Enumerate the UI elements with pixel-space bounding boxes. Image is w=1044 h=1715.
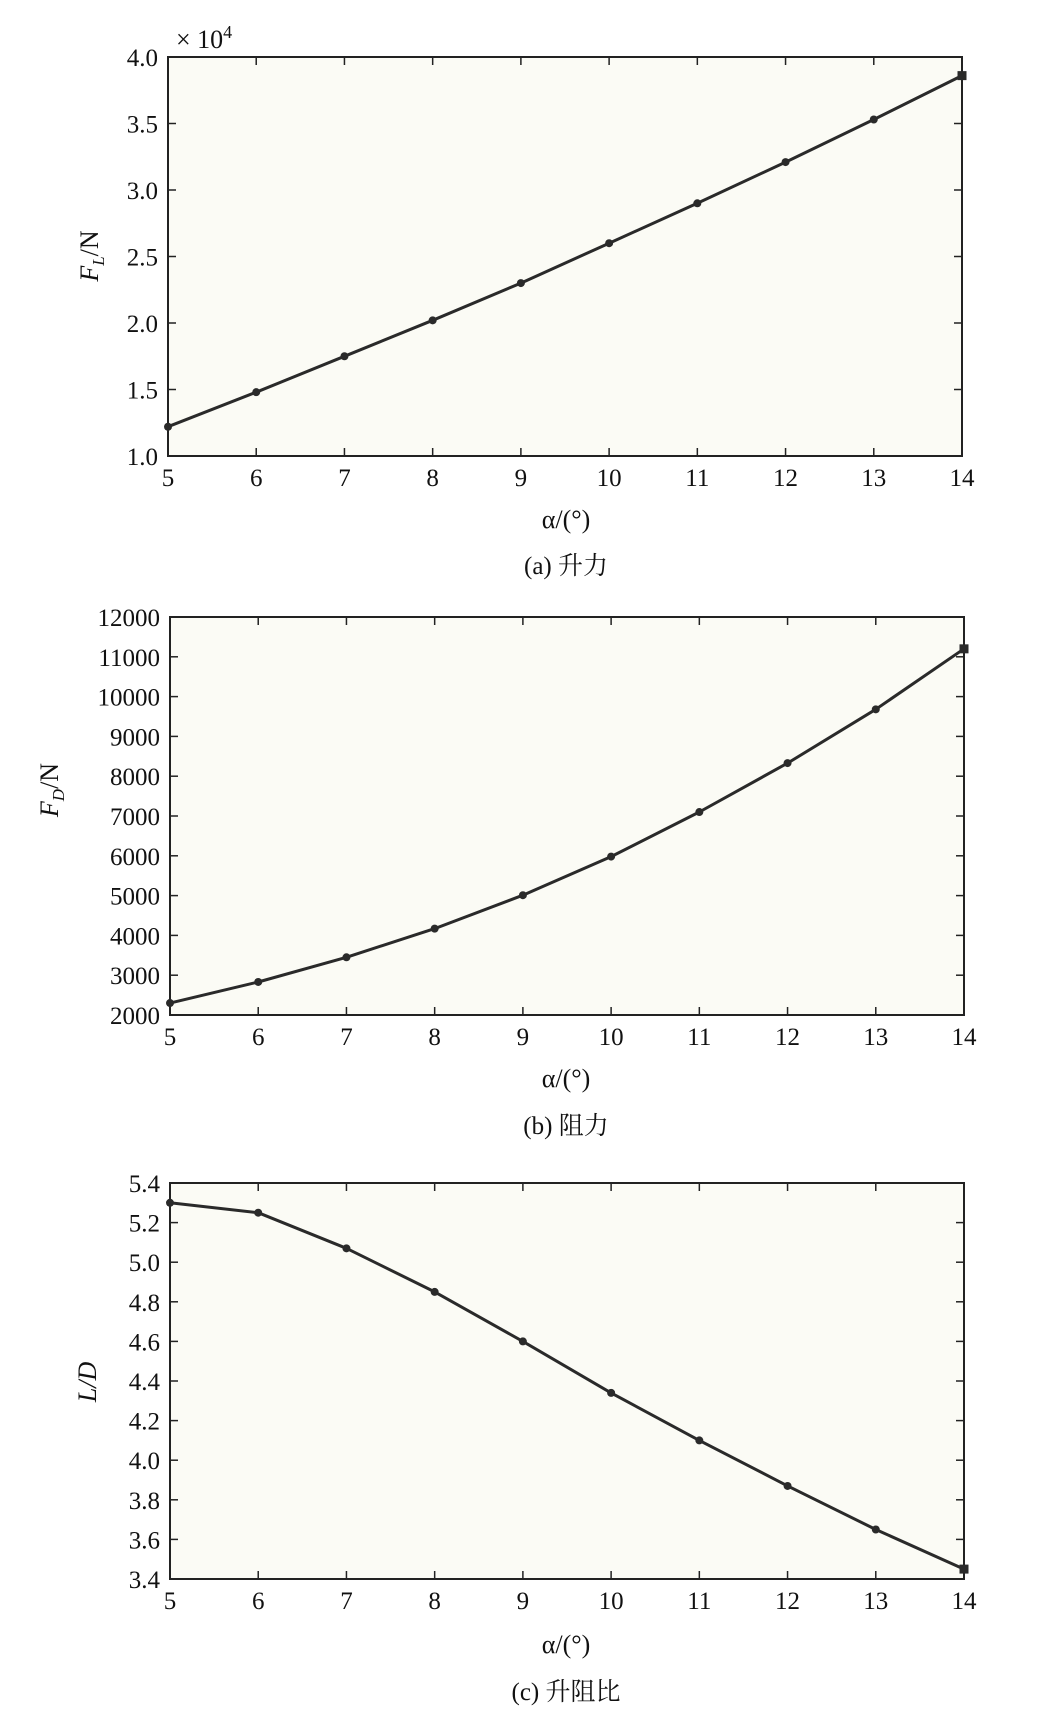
data-point-c bbox=[872, 1526, 880, 1534]
x-tick-labels-b bbox=[164, 1024, 977, 1051]
y-tick-label-a: 4.0 bbox=[126, 45, 158, 72]
x-tick-label-c: 9 bbox=[516, 1588, 530, 1615]
x-axis-label-a: α/(°) bbox=[541, 505, 591, 534]
x-tick-label-a: 6 bbox=[249, 465, 263, 492]
x-tick-label-c: 13 bbox=[863, 1588, 889, 1615]
data-point-c bbox=[695, 1436, 703, 1444]
x-axis-label-b: α/(°) bbox=[541, 1064, 591, 1093]
x-tick-label-a: 5 bbox=[161, 465, 175, 492]
data-point-c bbox=[960, 1565, 969, 1574]
x-tick-label-c: 11 bbox=[687, 1588, 712, 1615]
data-point-b bbox=[607, 853, 615, 861]
x-tick-label-c: 8 bbox=[428, 1588, 441, 1615]
x-tick-label-c: 5 bbox=[163, 1588, 177, 1615]
y-tick-label-a: 1.5 bbox=[126, 377, 158, 405]
x-tick-label-c: 6 bbox=[251, 1588, 265, 1615]
y-tick-label-b: 12000 bbox=[97, 605, 160, 632]
caption-b: (b) 阻力 bbox=[523, 1113, 609, 1140]
x-tick-label-a: 10 bbox=[596, 465, 622, 492]
y-tick-label-c: 3.6 bbox=[128, 1527, 160, 1555]
data-point-c bbox=[431, 1288, 439, 1296]
y-axis-label-a: $F_L/N$ bbox=[75, 230, 108, 282]
y-tick-label-b: 10000 bbox=[97, 684, 160, 712]
panel-b bbox=[35, 605, 977, 1140]
data-point-a bbox=[164, 423, 172, 431]
y-tick-label-b: 5000 bbox=[110, 883, 160, 911]
panel-c bbox=[73, 1171, 977, 1706]
data-point-b bbox=[960, 644, 969, 653]
x-tick-label-b: 8 bbox=[428, 1024, 441, 1051]
x-tick-label-c: 14 bbox=[951, 1588, 977, 1615]
y-tick-labels-c bbox=[129, 1171, 161, 1594]
y-tick-label-a: 2.5 bbox=[126, 244, 158, 272]
y-tick-label-c: 3.8 bbox=[128, 1487, 160, 1515]
x-tick-label-b: 6 bbox=[251, 1024, 265, 1051]
data-point-c bbox=[166, 1199, 174, 1207]
data-point-c bbox=[254, 1209, 262, 1217]
x-tick-label-b: 10 bbox=[598, 1024, 624, 1051]
y-tick-label-c: 4.2 bbox=[128, 1408, 160, 1436]
plot-area-a bbox=[168, 57, 962, 456]
x-tick-label-a: 9 bbox=[514, 465, 528, 492]
x-tick-label-b: 7 bbox=[340, 1024, 353, 1051]
y-tick-label-b: 2000 bbox=[110, 1003, 160, 1030]
x-tick-label-b: 9 bbox=[516, 1024, 530, 1051]
data-point-b bbox=[784, 759, 792, 767]
x-tick-label-b: 11 bbox=[687, 1024, 712, 1051]
y-tick-label-c: 4.6 bbox=[128, 1329, 160, 1357]
y-tick-label-b: 7000 bbox=[110, 804, 160, 831]
data-point-a bbox=[958, 71, 967, 80]
y-tick-label-a: 1.0 bbox=[126, 444, 158, 471]
x-tick-label-b: 12 bbox=[775, 1024, 801, 1051]
x-tick-label-a: 8 bbox=[426, 465, 439, 492]
data-point-b bbox=[695, 808, 703, 816]
panel-a bbox=[75, 22, 975, 580]
data-point-a bbox=[517, 279, 525, 287]
data-point-c bbox=[342, 1244, 350, 1252]
data-point-a bbox=[340, 352, 348, 360]
data-point-a bbox=[782, 158, 790, 166]
y-axis-label-c: L/D bbox=[73, 1361, 102, 1403]
data-point-b bbox=[342, 953, 350, 961]
data-point-b bbox=[166, 999, 174, 1007]
y-tick-label-b: 3000 bbox=[110, 963, 160, 991]
y-tick-label-c: 3.4 bbox=[128, 1567, 160, 1594]
y-tick-label-c: 5.2 bbox=[128, 1210, 160, 1238]
data-point-b bbox=[519, 891, 527, 899]
x-tick-label-a: 11 bbox=[685, 465, 710, 492]
y-tick-label-b: 8000 bbox=[110, 764, 160, 792]
y-tick-label-c: 5.0 bbox=[128, 1250, 160, 1278]
x-tick-label-a: 14 bbox=[949, 465, 975, 492]
y-tick-label-b: 6000 bbox=[110, 843, 160, 871]
y-tick-label-a: 2.0 bbox=[126, 311, 158, 338]
x-tick-label-b: 13 bbox=[863, 1024, 889, 1051]
x-axis-label-c: α/(°) bbox=[541, 1630, 591, 1659]
multiplier-label-a: × $10^4$ bbox=[176, 22, 233, 54]
data-point-c bbox=[519, 1337, 527, 1345]
data-point-a bbox=[693, 199, 701, 207]
y-tick-label-a: 3.0 bbox=[126, 178, 158, 205]
data-point-b bbox=[431, 925, 439, 933]
y-tick-label-c: 4.4 bbox=[128, 1369, 160, 1396]
x-tick-labels-a bbox=[162, 465, 975, 492]
data-point-a bbox=[870, 116, 878, 124]
x-tick-label-c: 12 bbox=[775, 1588, 801, 1615]
x-tick-labels-c bbox=[164, 1588, 977, 1615]
data-point-b bbox=[872, 705, 880, 713]
y-tick-labels-b bbox=[98, 605, 161, 1030]
caption-a: (a) 升力 bbox=[524, 553, 608, 580]
x-tick-label-a: 12 bbox=[773, 465, 799, 492]
plot-area-b bbox=[170, 617, 964, 1015]
x-tick-label-a: 13 bbox=[861, 465, 887, 492]
data-point-c bbox=[784, 1482, 792, 1490]
y-tick-label-b: 4000 bbox=[110, 923, 160, 951]
y-tick-label-c: 4.0 bbox=[128, 1448, 160, 1476]
y-tick-label-b: 11000 bbox=[98, 644, 160, 672]
x-tick-label-a: 7 bbox=[338, 465, 351, 492]
y-tick-label-a: 3.5 bbox=[126, 111, 158, 139]
x-tick-label-c: 7 bbox=[340, 1588, 353, 1615]
x-tick-label-b: 14 bbox=[951, 1024, 977, 1051]
x-tick-label-b: 5 bbox=[163, 1024, 177, 1051]
data-point-b bbox=[254, 978, 262, 986]
x-tick-label-c: 10 bbox=[598, 1588, 624, 1615]
caption-c: (c) 升阻比 bbox=[511, 1679, 621, 1706]
y-tick-label-c: 4.8 bbox=[128, 1289, 160, 1317]
data-point-a bbox=[252, 388, 260, 396]
plot-area-c bbox=[170, 1183, 964, 1579]
y-tick-label-b: 9000 bbox=[110, 724, 160, 752]
y-axis-label-b: $F_D/N$ bbox=[35, 762, 68, 818]
y-tick-label-c: 5.4 bbox=[128, 1171, 160, 1198]
data-point-a bbox=[429, 316, 437, 324]
data-point-c bbox=[607, 1389, 615, 1397]
data-point-a bbox=[605, 239, 613, 247]
y-tick-labels-a bbox=[127, 45, 158, 471]
